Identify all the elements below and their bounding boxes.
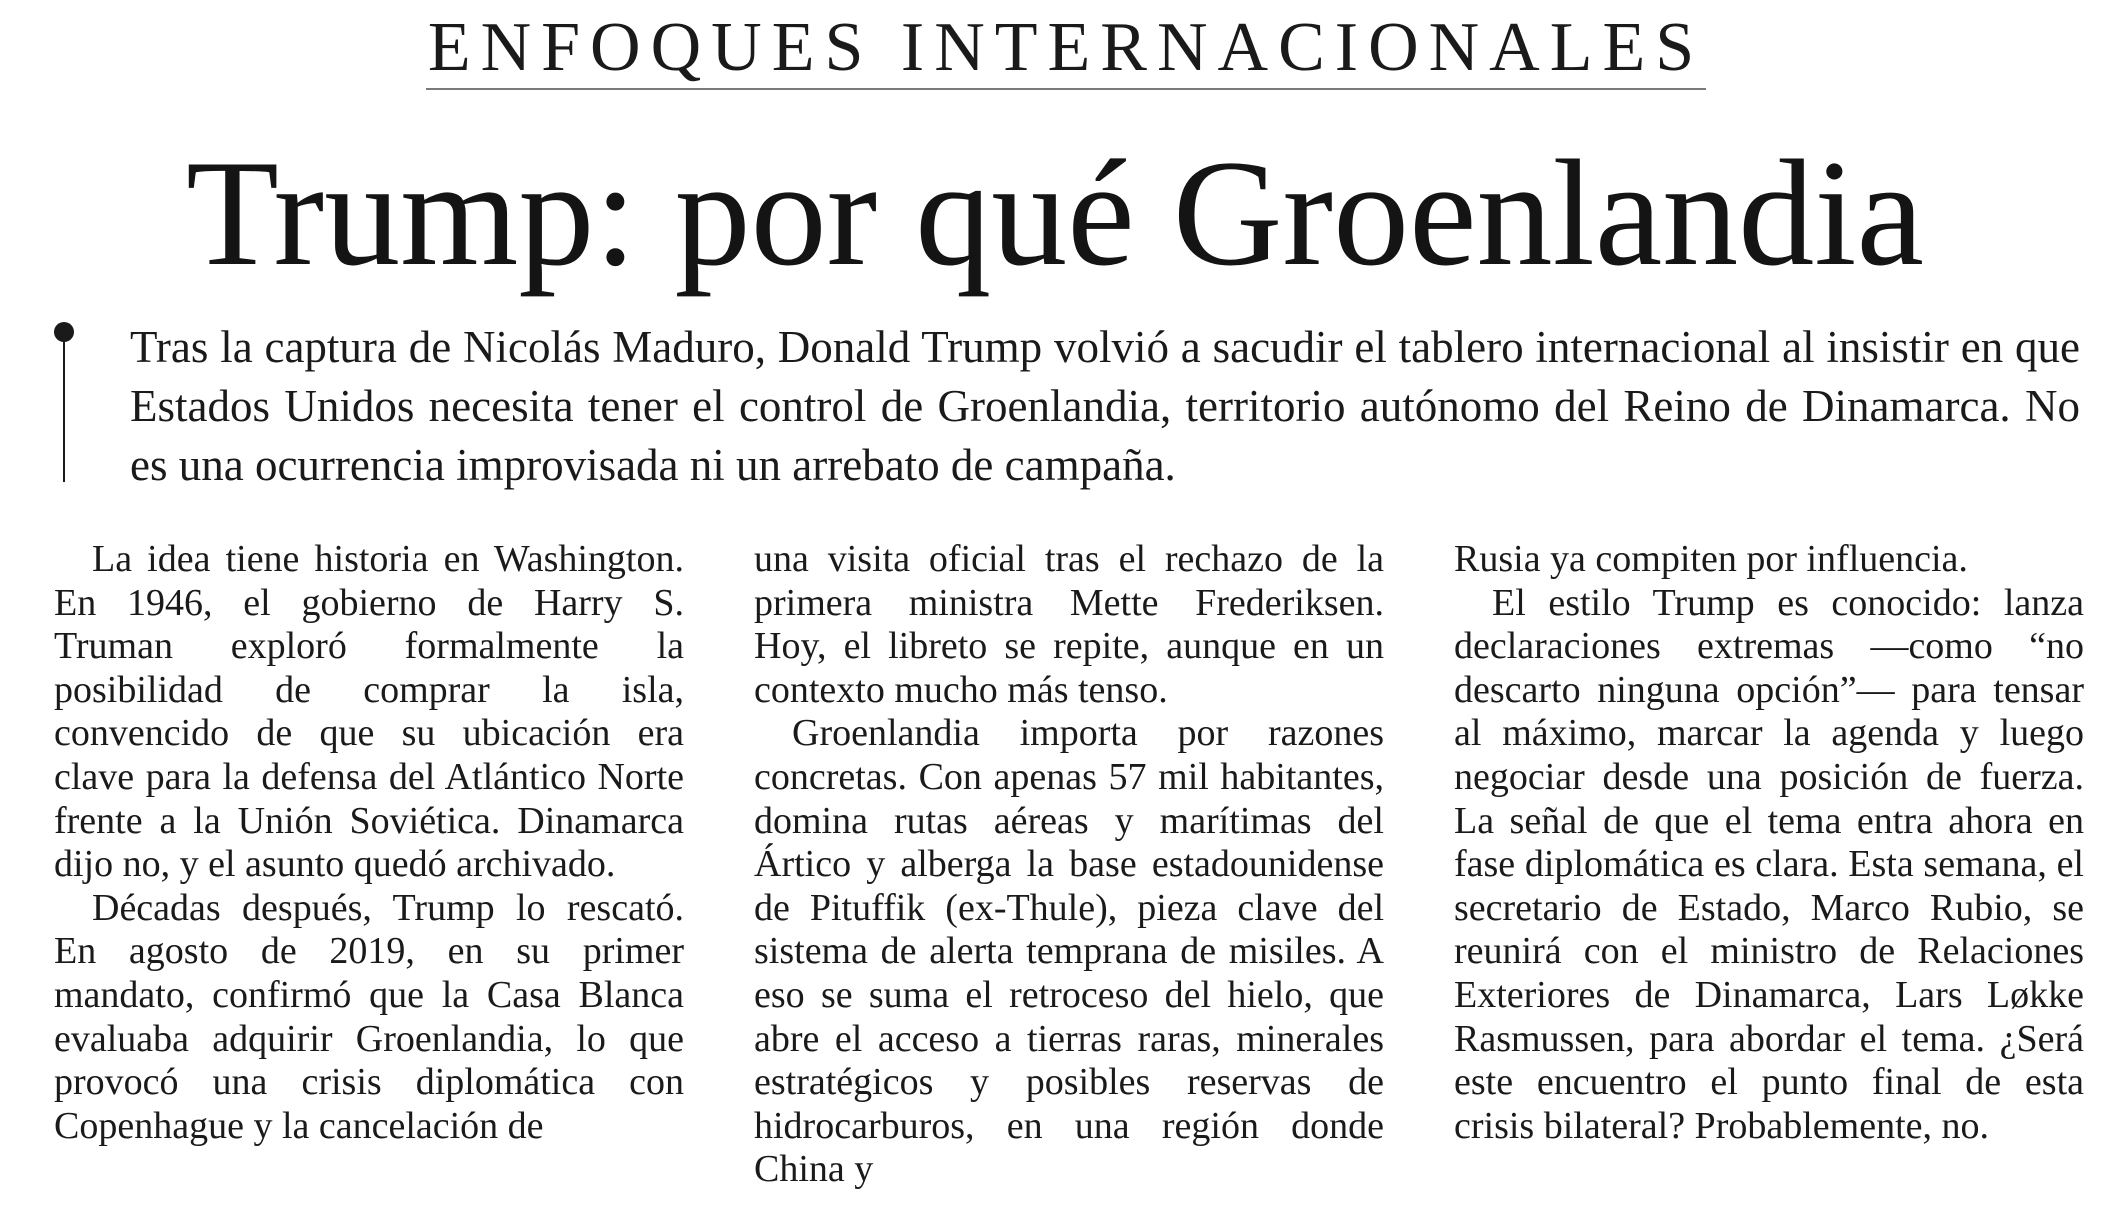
body-paragraph-continued: una visita oficial tras el rechazo de la primera ministra Mette Frederiksen. Hoy, el libreto se repite, aunque en un contexto mucho más tenso.: [754, 538, 1384, 711]
section-label: ENFOQUES INTERNACIONALES: [427, 9, 1705, 86]
body-paragraph: Décadas después, Trump lo rescató. En agosto de 2019, en su primer mandato, confirmó que la Casa Blanca evaluaba adquirir Groenlandia, lo que provocó una crisis diplomática con Copenhague y la cancelación de: [54, 886, 684, 1147]
body-paragraph-continued: Rusia ya compiten por influencia.: [1454, 538, 1968, 580]
section-header: [426, 8, 1706, 90]
body-paragraph: La idea tiene historia en Washington. En 1946, el gobierno de Harry S. Truman exploró formalmente la posibilidad de comprar la isla, convencido de que su ubicación era clave para la defensa del Atlántico Norte frente a la Unión Soviética. Dinamarca dijo no, y el asunto quedó archivado.: [54, 538, 684, 886]
pin-icon: [52, 322, 76, 482]
column-2: [754, 538, 1384, 1218]
headline: Trump: por qué Groenlandia: [186, 129, 1924, 297]
column-3: [1454, 538, 2084, 1218]
lead-paragraph: Tras la captura de Nicolás Maduro, Donald Trump volvió a sacudir el tablero internacional al insistir en que Estados Unidos necesita tener el control de Groenlandia, territorio autónomo del Reino de Dinamarca. No es una ocurrencia improvisada ni un arrebato de campaña.: [130, 322, 2080, 490]
body-paragraph: Groenlandia importa por razones concretas. Con apenas 57 mil habitantes, domina rutas aéreas y marítimas del Ártico y alberga la base estadounidense de Pituffik (ex-Thule), pieza clave del sistema de alerta temprana de misiles. A eso se suma el retroceso del hielo, que abre el acceso a tierras raras, minerales estratégicos y posibles reservas de hidrocarburos, en una región donde China y: [754, 712, 1384, 1191]
pin-needle: [63, 336, 65, 482]
column-1: [54, 538, 684, 1218]
article-body: [54, 538, 2084, 1218]
body-paragraph: El estilo Trump es conocido: lanza declaraciones extremas —como “no descarto ninguna opción”— para tensar al máximo, marcar la agenda y luego negociar desde una posición de fuerza. La señal de que el tema entra ahora en fase diplomática es clara. Esta semana, el secretario de Estado, Marco Rubio, se reunirá con el ministro de Relaciones Exteriores de Dinamarca, Lars Løkke Rasmussen, para abordar el tema. ¿Será este encuentro el punto final de esta crisis bilateral? Probablemente, no.: [1454, 581, 2084, 1147]
